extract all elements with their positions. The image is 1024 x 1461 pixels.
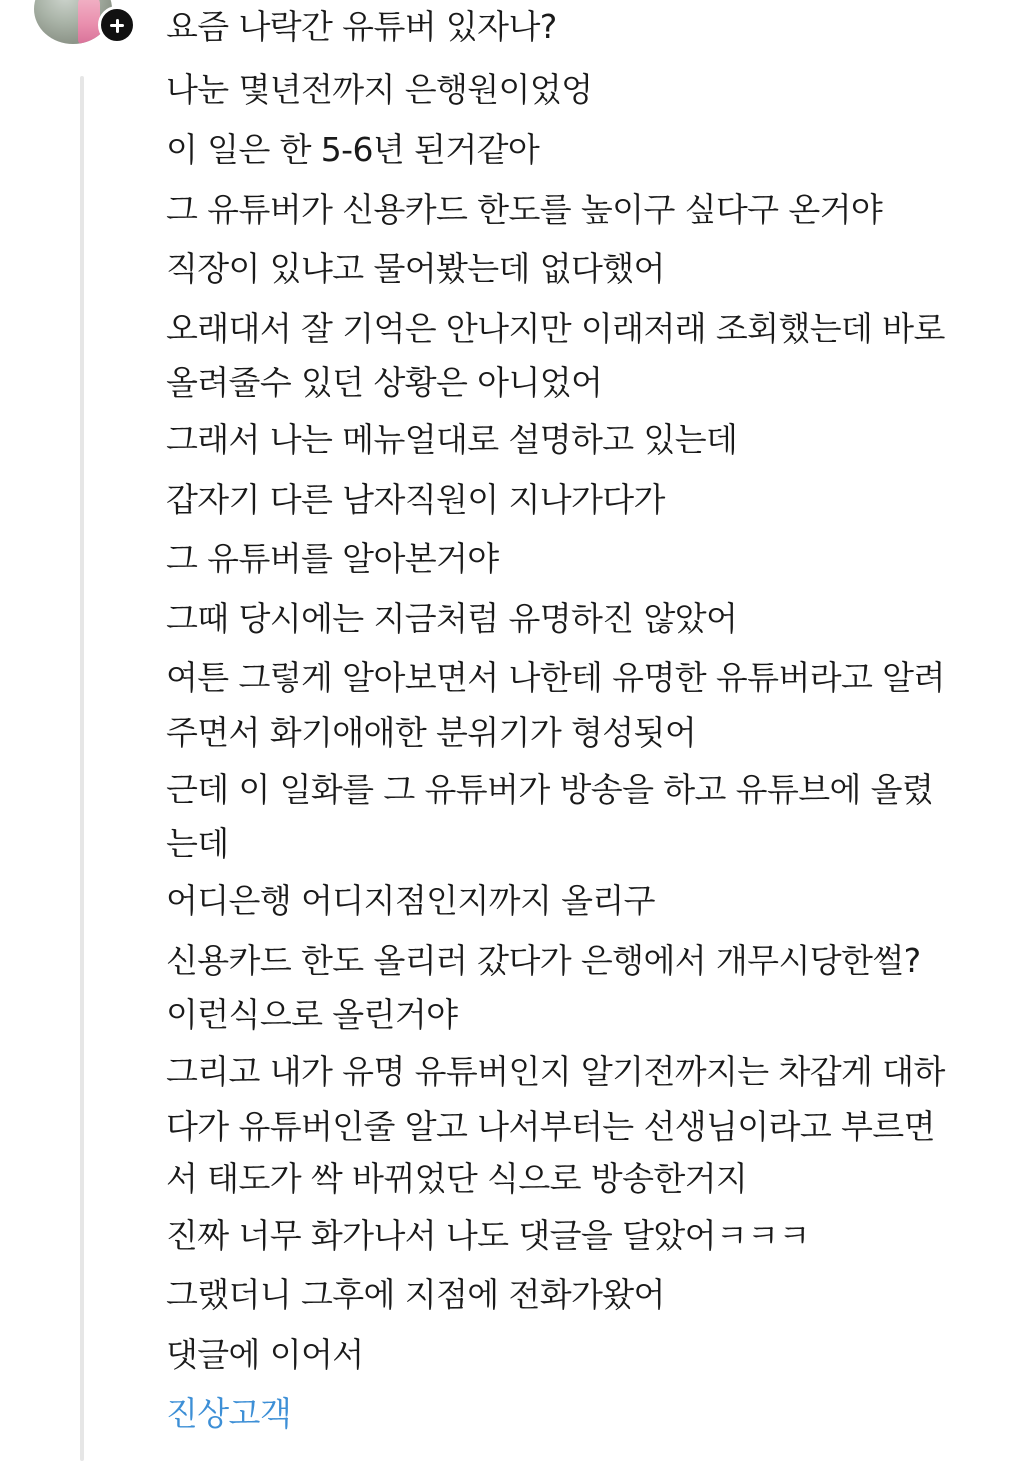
comment-line: 진짜 너무 화가나서 나도 댓글을 달았어ㅋㅋㅋ xyxy=(166,1215,810,1255)
comment-line: 그 유튜버를 알아본거야 xyxy=(166,539,499,578)
comment-line: 갑자기 다른 남자직원이 지나가다가 xyxy=(166,479,665,519)
avatar-figure xyxy=(78,0,100,44)
comment-line: 는데 xyxy=(166,824,229,863)
thread-line xyxy=(80,76,84,1461)
comment-line: 그래서 나는 메뉴얼대로 설명하고 있는데 xyxy=(166,420,738,459)
comment-line: 여튼 그렇게 알아보면서 나한테 유명한 유튜버라고 알려 xyxy=(166,658,945,697)
comment-line: 그랬더니 그후에 지점에 전화가왔어 xyxy=(166,1275,665,1314)
comment-line: 그리고 내가 유명 유튜버인지 알기전까지는 차갑게 대하 xyxy=(166,1052,945,1091)
comment-line: 신용카드 한도 올리러 갔다가 은행에서 개무시당한썰? xyxy=(166,940,921,980)
comment-line: 서 태도가 싹 바뀌었단 식으로 방송한거지 xyxy=(166,1158,748,1198)
comment-line: 근데 이 일화를 그 유튜버가 방송을 하고 유튜브에 올렸 xyxy=(166,769,934,809)
comment-line: 다가 유튜버인줄 알고 나서부터는 선생님이라고 부르면 xyxy=(166,1106,935,1146)
comment-line: 어디은행 어디지점인지까지 올리구 xyxy=(166,881,655,920)
plus-icon[interactable] xyxy=(98,6,136,44)
comment-line: 주면서 화기애애한 분위기가 형성됫어 xyxy=(166,712,697,752)
comment-line: 그 유튜버가 신용카드 한도를 높이구 싶다구 온거야 xyxy=(166,189,883,229)
comment-line: 직장이 있냐고 물어봤는데 없다했어 xyxy=(166,249,665,288)
comment-line: 이런식으로 올린거야 xyxy=(166,995,458,1034)
comment-line: 그때 당시에는 지금처럼 유명하진 않았어 xyxy=(166,598,738,638)
comment-line: 댓글에 이어서 xyxy=(166,1334,364,1374)
comment-line: 이 일은 한 5-6년 된거같아 xyxy=(166,130,540,169)
comment-text xyxy=(166,0,996,1444)
comment-line: 오래대서 잘 기억은 안나지만 이래저래 조회했는데 바로 xyxy=(166,308,945,348)
comment-line: 나눈 몇년전까지 은행원이었엉 xyxy=(166,70,593,109)
read-more-link[interactable]: 진상고객 xyxy=(166,1394,292,1433)
comment-line: 요즘 나락간 유튜버 있자나? xyxy=(166,7,557,46)
comment-line: 올려줄수 있던 상황은 아니었어 xyxy=(166,363,603,402)
